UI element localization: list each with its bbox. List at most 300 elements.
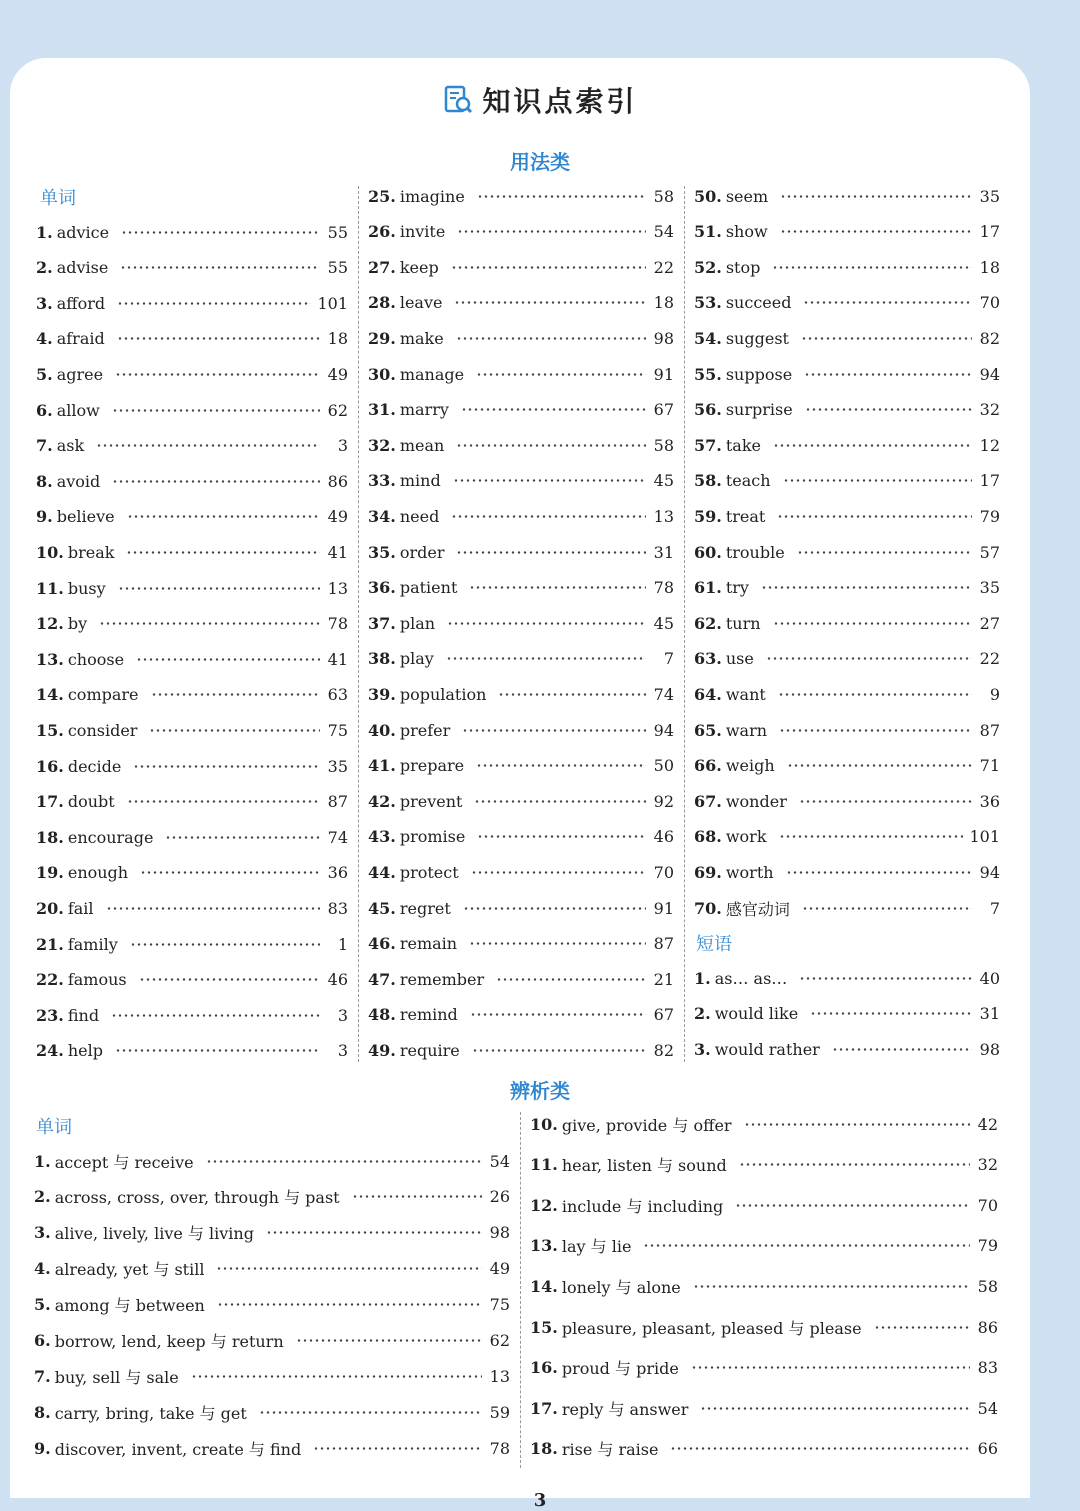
entry-page: 31 xyxy=(653,542,674,562)
entry-term: remember xyxy=(399,969,485,989)
entry-number: 54. xyxy=(694,328,722,348)
leader-dots xyxy=(266,1231,482,1234)
entry-number: 14. xyxy=(530,1276,558,1296)
leader-dots xyxy=(130,943,320,946)
entry-number: 55. xyxy=(694,364,722,384)
entry-page: 71 xyxy=(979,756,1000,776)
entry-number: 15. xyxy=(36,720,64,740)
entry-page: 54 xyxy=(977,1398,998,1418)
entry-number: 59. xyxy=(694,506,722,526)
entry-number: 46. xyxy=(368,934,396,954)
entry-page: 45 xyxy=(653,471,674,491)
entry-page: 27 xyxy=(979,613,1000,633)
title-text: 知识点索引 xyxy=(482,85,638,118)
entry-page: 17 xyxy=(979,222,1000,242)
entry-page: 101 xyxy=(317,293,348,313)
entry-page: 26 xyxy=(489,1187,510,1207)
index-entry xyxy=(36,255,348,281)
entry-page: 32 xyxy=(979,400,1000,420)
entry-page: 92 xyxy=(653,791,674,811)
index-entry xyxy=(368,575,674,601)
entry-page: 58 xyxy=(977,1276,998,1296)
index-entry xyxy=(34,1328,510,1354)
entry-term: regret xyxy=(399,898,451,918)
leader-dots xyxy=(832,1048,972,1051)
entry-term: lay 与 lie xyxy=(561,1237,632,1257)
entry-term: buy, sell 与 sale xyxy=(54,1367,179,1387)
entry-term: afford xyxy=(56,293,106,313)
index-entry xyxy=(530,1395,998,1421)
leader-dots xyxy=(761,586,972,589)
entry-number: 53. xyxy=(694,293,722,313)
leader-dots xyxy=(777,515,972,518)
entry-term: population xyxy=(399,684,487,704)
entry-number: 61. xyxy=(694,578,722,598)
entry-term: accept 与 receive xyxy=(54,1152,194,1172)
leader-dots xyxy=(477,195,646,198)
index-entry xyxy=(36,290,348,316)
leader-dots xyxy=(456,444,646,447)
entry-page: 36 xyxy=(327,863,348,883)
leader-dots xyxy=(451,515,646,518)
entry-term: already, yet 与 still xyxy=(54,1260,205,1280)
leader-dots xyxy=(670,1447,970,1450)
entry-term: suppose xyxy=(725,364,793,384)
index-entry xyxy=(34,1435,510,1461)
index-entry xyxy=(530,1111,998,1137)
entry-term: prefer xyxy=(399,720,451,740)
entry-page: 87 xyxy=(327,792,348,812)
entry-number: 3. xyxy=(34,1223,51,1243)
entry-page: 3 xyxy=(337,436,348,456)
entry-page: 98 xyxy=(653,328,674,348)
entry-number: 14. xyxy=(36,685,64,705)
entry-page: 12 xyxy=(979,435,1000,455)
index-entry xyxy=(694,183,1000,209)
index-entry xyxy=(694,610,1000,636)
entry-number: 11. xyxy=(36,578,64,598)
entry-number: 62. xyxy=(694,613,722,633)
index-entry xyxy=(368,290,674,316)
entry-page: 22 xyxy=(979,649,1000,669)
entry-number: 49. xyxy=(368,1040,396,1060)
entry-term: prevent xyxy=(399,791,463,811)
entry-term: surprise xyxy=(725,400,793,420)
index-entry xyxy=(368,432,674,458)
entry-number: 57. xyxy=(694,435,722,455)
entry-number: 23. xyxy=(36,1005,64,1025)
index-entry xyxy=(368,788,674,814)
leader-dots xyxy=(461,408,646,411)
entry-number: 4. xyxy=(36,329,53,349)
leader-dots xyxy=(496,978,646,981)
index-entry xyxy=(368,646,674,672)
leader-dots xyxy=(115,373,320,376)
entry-term: keep xyxy=(399,257,439,277)
entry-number: 8. xyxy=(36,471,53,491)
leader-dots xyxy=(498,693,646,696)
entry-term: patient xyxy=(399,578,458,598)
entry-page: 18 xyxy=(653,293,674,313)
entry-term: encourage xyxy=(67,827,154,847)
entry-page: 82 xyxy=(653,1040,674,1060)
entry-term: include 与 including xyxy=(561,1196,724,1216)
leader-dots xyxy=(139,978,320,981)
leader-dots xyxy=(779,729,972,732)
leader-dots xyxy=(787,764,972,767)
entry-number: 16. xyxy=(530,1358,558,1378)
entry-term: give, provide 与 offer xyxy=(561,1115,732,1135)
index-entry xyxy=(694,397,1000,423)
leader-dots xyxy=(127,515,320,518)
entry-term: compare xyxy=(67,685,139,705)
leader-dots xyxy=(469,942,646,945)
entry-page: 13 xyxy=(489,1366,510,1386)
leader-dots xyxy=(296,1339,482,1342)
leader-dots xyxy=(477,835,646,838)
entry-number: 32. xyxy=(368,435,396,455)
leader-dots xyxy=(120,266,320,269)
leader-dots xyxy=(456,337,646,340)
entry-page: 98 xyxy=(979,1039,1000,1059)
entry-page: 46 xyxy=(327,970,348,990)
index-entry xyxy=(694,219,1000,245)
index-entry xyxy=(694,965,1000,991)
entry-term: wonder xyxy=(725,791,787,811)
entry-term: ask xyxy=(56,436,85,456)
entry-term: find xyxy=(67,1005,100,1025)
index-entry xyxy=(368,681,674,707)
entry-term: advice xyxy=(56,222,110,242)
index-entry xyxy=(36,539,348,565)
leader-dots xyxy=(126,551,320,554)
index-entry xyxy=(530,1192,998,1218)
leader-dots xyxy=(115,1049,320,1052)
entry-page: 49 xyxy=(327,507,348,527)
entry-term: trouble xyxy=(725,542,785,562)
leader-dots xyxy=(773,444,972,447)
entry-number: 10. xyxy=(36,542,64,562)
entry-term: use xyxy=(725,649,754,669)
entry-number: 7. xyxy=(36,436,53,456)
index-entry xyxy=(34,1148,510,1174)
entry-page: 41 xyxy=(327,542,348,562)
entry-page: 35 xyxy=(979,578,1000,598)
entry-number: 22. xyxy=(36,970,64,990)
entry-term: require xyxy=(399,1040,460,1060)
leader-dots xyxy=(165,836,320,839)
document-search-icon xyxy=(442,84,474,123)
index-entry xyxy=(36,361,348,387)
index-entry xyxy=(36,326,348,352)
entry-page: 9 xyxy=(989,684,1000,704)
entry-number: 60. xyxy=(694,542,722,562)
entry-term: show xyxy=(725,222,768,242)
entry-page: 3 xyxy=(337,1041,348,1061)
index-entry xyxy=(34,1399,510,1425)
leader-dots xyxy=(456,551,646,554)
leader-dots xyxy=(772,266,972,269)
index-entry xyxy=(368,1002,674,1028)
leader-dots xyxy=(693,1285,970,1288)
entry-page: 46 xyxy=(653,827,674,847)
index-entry xyxy=(694,717,1000,743)
leader-dots xyxy=(799,800,972,803)
entry-page: 83 xyxy=(327,898,348,918)
entry-number: 11. xyxy=(530,1155,558,1175)
entry-page: 75 xyxy=(327,720,348,740)
entry-term: invite xyxy=(399,222,446,242)
index-entry xyxy=(368,753,674,779)
entry-page: 87 xyxy=(979,720,1000,740)
index-entry xyxy=(694,325,1000,351)
index-entry xyxy=(368,361,674,387)
entry-page: 86 xyxy=(327,471,348,491)
index-entry xyxy=(34,1292,510,1318)
leader-dots xyxy=(127,800,320,803)
entry-term: want xyxy=(725,684,766,704)
leader-dots xyxy=(96,444,320,447)
index-entry xyxy=(36,824,348,850)
entry-number: 66. xyxy=(694,756,722,776)
entry-number: 7. xyxy=(34,1366,51,1386)
leader-dots xyxy=(149,729,320,732)
entry-term: among 与 between xyxy=(54,1296,205,1316)
entry-number: 1. xyxy=(36,222,53,242)
entry-term: reply 与 answer xyxy=(561,1399,689,1419)
index-entry xyxy=(368,397,674,423)
index-entry xyxy=(694,290,1000,316)
leader-dots xyxy=(447,622,646,625)
entry-page: 82 xyxy=(979,328,1000,348)
leader-dots xyxy=(136,658,320,661)
leader-dots xyxy=(106,907,320,910)
index-entry xyxy=(36,895,348,921)
entry-term: advise xyxy=(56,258,109,278)
entry-number: 20. xyxy=(36,898,64,918)
leader-dots xyxy=(112,480,320,483)
entry-number: 12. xyxy=(530,1195,558,1215)
entry-term: consider xyxy=(67,720,138,740)
leader-dots xyxy=(259,1411,482,1414)
entry-page: 7 xyxy=(663,649,674,669)
entry-term: hear, listen 与 sound xyxy=(561,1156,727,1176)
entry-term: lonely 与 alone xyxy=(561,1277,681,1297)
entry-term: mind xyxy=(399,471,441,491)
leader-dots xyxy=(471,871,646,874)
entry-term: play xyxy=(399,649,434,669)
entry-term: succeed xyxy=(725,293,792,313)
index-entry xyxy=(36,1002,348,1028)
leader-dots xyxy=(206,1160,482,1163)
index-entry xyxy=(694,646,1000,672)
index-entry xyxy=(694,895,1000,921)
index-entry xyxy=(36,967,348,993)
entry-term: suggest xyxy=(725,328,789,348)
index-entry xyxy=(694,539,1000,565)
leader-dots xyxy=(140,871,320,874)
entry-page: 49 xyxy=(327,364,348,384)
index-entry xyxy=(530,1152,998,1178)
entry-page: 59 xyxy=(489,1402,510,1422)
entry-term: proud 与 pride xyxy=(561,1359,679,1379)
entry-page: 78 xyxy=(489,1438,510,1458)
entry-term: famous xyxy=(67,970,127,990)
entry-page: 17 xyxy=(979,471,1000,491)
entry-page: 67 xyxy=(653,400,674,420)
entry-term: borrow, lend, keep 与 return xyxy=(54,1332,284,1351)
entry-term: as… as… xyxy=(714,968,788,988)
entry-number: 39. xyxy=(368,684,396,704)
entry-term: believe xyxy=(56,507,115,527)
entry-term: imagine xyxy=(399,186,465,206)
entry-number: 13. xyxy=(530,1236,558,1256)
entry-number: 68. xyxy=(694,827,722,847)
leader-dots xyxy=(810,1012,972,1015)
entry-number: 19. xyxy=(36,863,64,883)
entry-number: 1. xyxy=(694,968,711,988)
entry-page: 31 xyxy=(979,1004,1000,1024)
entry-number: 1. xyxy=(34,1151,51,1171)
entry-number: 67. xyxy=(694,791,722,811)
index-entry xyxy=(694,1036,1000,1062)
leader-dots xyxy=(766,657,972,660)
entry-number: 5. xyxy=(34,1295,51,1315)
entry-number: 3. xyxy=(36,293,53,313)
entry-term: remain xyxy=(399,934,458,954)
leader-dots xyxy=(476,373,646,376)
index-entry xyxy=(36,682,348,708)
entry-number: 63. xyxy=(694,649,722,669)
entry-page: 35 xyxy=(979,186,1000,206)
entry-term: carry, bring, take 与 get xyxy=(54,1403,247,1423)
entry-number: 69. xyxy=(694,862,722,882)
entry-term: take xyxy=(725,435,761,455)
entry-page: 18 xyxy=(327,329,348,349)
index-entry xyxy=(694,432,1000,458)
entry-page: 54 xyxy=(653,222,674,242)
index-entry xyxy=(530,1273,998,1299)
entry-number: 40. xyxy=(368,720,396,740)
index-entry xyxy=(694,503,1000,529)
entry-term: protect xyxy=(399,862,459,882)
index-entry xyxy=(36,611,348,637)
index-entry xyxy=(368,539,674,565)
entry-number: 5. xyxy=(36,364,53,384)
index-entry xyxy=(368,610,674,636)
entry-number: 58. xyxy=(694,471,722,491)
entry-page: 94 xyxy=(979,862,1000,882)
entry-page: 7 xyxy=(989,898,1000,918)
index-entry xyxy=(36,397,348,423)
index-entry xyxy=(36,646,348,672)
entry-term: by xyxy=(67,614,88,634)
entry-page: 55 xyxy=(327,222,348,242)
entry-number: 9. xyxy=(36,507,53,527)
index-entry xyxy=(36,433,348,459)
entry-page: 35 xyxy=(327,756,348,776)
entry-page: 79 xyxy=(977,1236,998,1256)
usage-phrases-label: 短语 xyxy=(696,934,732,955)
entry-term: plan xyxy=(399,613,436,633)
entry-page: 45 xyxy=(653,613,674,633)
leader-dots xyxy=(451,266,646,269)
entry-number: 17. xyxy=(36,792,64,812)
entry-page: 41 xyxy=(327,649,348,669)
index-entry xyxy=(36,468,348,494)
entry-term: busy xyxy=(67,578,106,598)
entry-term: alive, lively, live 与 living xyxy=(54,1224,254,1244)
leader-dots xyxy=(151,693,320,696)
entry-number: 18. xyxy=(36,827,64,847)
entry-term: doubt xyxy=(67,792,115,812)
entry-term: decide xyxy=(67,756,122,776)
entry-number: 42. xyxy=(368,791,396,811)
entry-page: 91 xyxy=(653,898,674,918)
entry-number: 65. xyxy=(694,720,722,740)
entry-page: 66 xyxy=(977,1439,998,1459)
entry-page: 32 xyxy=(977,1155,998,1175)
entry-term: across, cross, over, through 与 past xyxy=(54,1188,340,1208)
column-divider xyxy=(358,186,359,1062)
index-entry xyxy=(368,717,674,743)
leader-dots xyxy=(804,373,972,376)
leader-dots xyxy=(191,1375,482,1378)
entry-number: 27. xyxy=(368,257,396,277)
entry-number: 64. xyxy=(694,684,722,704)
entry-page: 101 xyxy=(969,827,1000,847)
index-entry xyxy=(694,859,1000,885)
entry-term: choose xyxy=(67,649,125,669)
entry-term: help xyxy=(67,1041,103,1061)
entry-page: 18 xyxy=(979,257,1000,277)
entry-page: 40 xyxy=(979,968,1000,988)
leader-dots xyxy=(133,765,320,768)
entry-number: 37. xyxy=(368,613,396,633)
leader-dots xyxy=(700,1407,970,1410)
entry-page: 94 xyxy=(979,364,1000,384)
entry-page: 70 xyxy=(653,862,674,882)
entry-term: break xyxy=(67,542,115,562)
entry-term: work xyxy=(725,827,767,847)
entry-number: 56. xyxy=(694,400,722,420)
entry-term: avoid xyxy=(56,471,101,491)
entry-number: 26. xyxy=(368,222,396,242)
leader-dots xyxy=(454,301,646,304)
entry-page: 36 xyxy=(979,791,1000,811)
leader-dots xyxy=(805,408,972,411)
page-number: 3 xyxy=(533,1490,547,1511)
index-entry xyxy=(368,859,674,885)
index-entry xyxy=(530,1314,998,1340)
index-entry xyxy=(368,254,674,280)
leader-dots xyxy=(786,871,972,874)
index-entry xyxy=(530,1355,998,1381)
leader-dots xyxy=(691,1366,970,1369)
entry-number: 35. xyxy=(368,542,396,562)
leader-dots xyxy=(112,409,320,412)
entry-number: 28. xyxy=(368,293,396,313)
index-entry xyxy=(530,1233,998,1259)
entry-number: 29. xyxy=(368,328,396,348)
entry-term: allow xyxy=(56,400,100,420)
entry-page: 58 xyxy=(653,186,674,206)
column-divider xyxy=(520,1112,521,1468)
entry-number: 52. xyxy=(694,257,722,277)
entry-page: 62 xyxy=(489,1331,510,1350)
entry-number: 18. xyxy=(530,1439,558,1459)
leader-dots xyxy=(803,301,972,304)
